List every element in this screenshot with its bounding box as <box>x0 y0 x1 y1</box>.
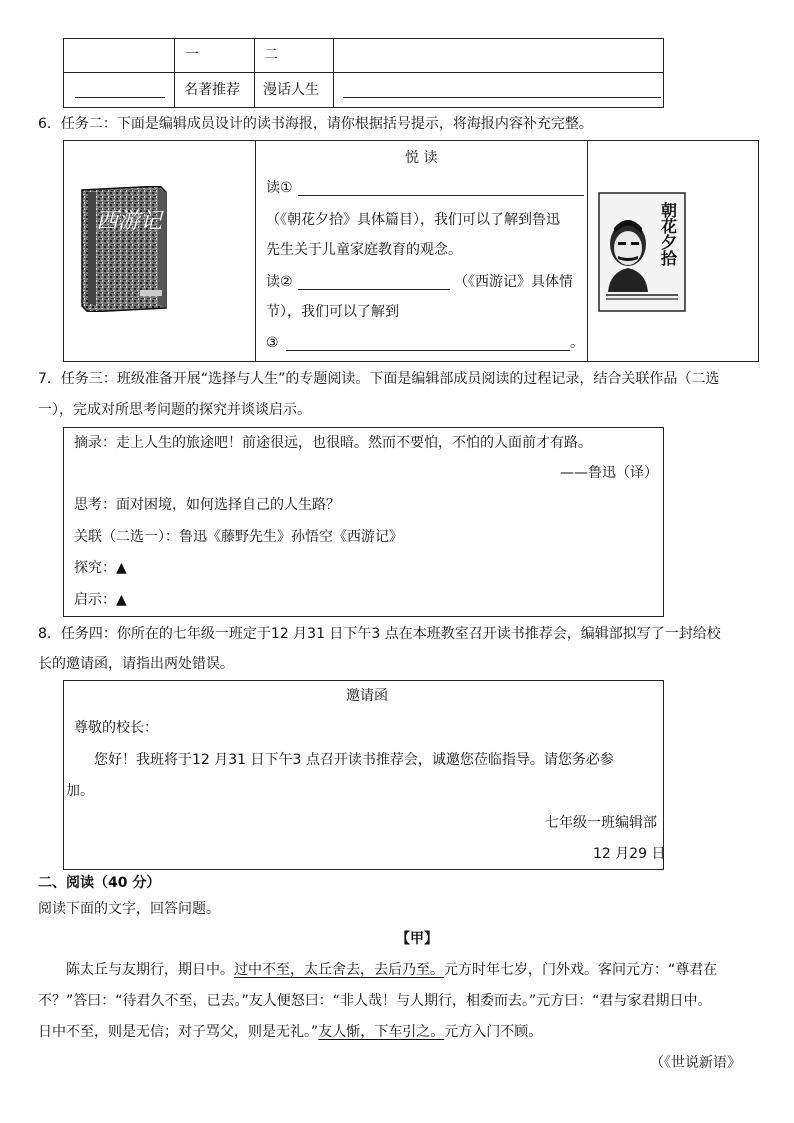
answer-blank-2[interactable] <box>298 289 450 290</box>
section-instruction: 阅读下面的文字，回答问题。 <box>38 901 220 917</box>
answer-blank[interactable] <box>343 97 661 98</box>
passage-text: 元方时年七岁，门外戏。客问元方：“尊君在 <box>444 962 718 978</box>
table-divider <box>255 140 256 362</box>
table-divider <box>63 72 664 73</box>
excerpt-text: 摘录：走上人生的旅途吧！前途很远，也很暗。然而不要怕，不怕的人面前才有路。 <box>74 435 592 451</box>
insight-answer-field[interactable]: 启示：▲ <box>74 592 127 608</box>
letter-signature: 七年级一班编辑部 <box>545 815 657 831</box>
table-cell: 名著推荐 <box>184 82 240 98</box>
passage-text: 元方入门不顾。 <box>444 1024 543 1040</box>
book-cover-text: 朝花夕拾 <box>658 202 678 266</box>
passage-line-1 <box>66 960 717 980</box>
poster-line-4-prefix: 读② <box>266 274 293 290</box>
table-divider <box>333 38 334 108</box>
letter-date: 12 月29 日 <box>593 846 666 862</box>
answer-blank[interactable] <box>75 97 165 98</box>
passage-source: （《世说新语》 <box>650 1055 741 1071</box>
letter-title: 邀请函 <box>346 688 388 704</box>
table-cell: 一 <box>185 47 199 63</box>
question-7-stem-line-1: 7．任务三：班级准备开展“选择与人生”的专题阅读。下面是编辑部成员阅读的过程记录，结合关联作品（二选 <box>38 371 720 387</box>
poster-line-3: 先生关于儿童家庭教育的观念。 <box>266 242 462 258</box>
passage-line-3 <box>38 1022 542 1042</box>
explore-answer-field[interactable]: 探究：▲ <box>74 560 127 576</box>
table-divider <box>587 140 588 362</box>
passage-text: 陈太丘与友期行，期日中。 <box>66 962 234 978</box>
invitation-letter-box <box>63 680 664 870</box>
poster-title: 悦 读 <box>405 150 438 166</box>
poster-line-1-prefix: 读① <box>266 180 293 196</box>
table-divider <box>254 38 255 108</box>
dawn-blossoms-cover-image <box>598 192 686 312</box>
answer-blank-3[interactable] <box>286 350 570 351</box>
poster-line-4-suffix: （《西游记》具体情 <box>454 274 573 290</box>
think-text: 思考：面对困境，如何选择自己的人生路？ <box>74 497 340 513</box>
journey-to-the-west-cover-image <box>74 186 172 312</box>
table-divider <box>174 38 175 108</box>
poster-line-5: 节），我们可以了解到 <box>266 304 399 320</box>
passage-text: 日中不至，则是无信；对子骂父，则是无礼。” <box>38 1024 319 1040</box>
letter-body-line-1: 您好！我班将于12 月31 日下午3 点召开读书推荐会，诚邀您莅临指导。请您务必参 <box>94 752 614 768</box>
answer-blank-1[interactable] <box>298 195 584 196</box>
passage-label: 【甲】 <box>396 931 438 947</box>
relate-text: 关联（二选一）：鲁迅《藤野先生》孙悟空《西游记》 <box>74 529 403 545</box>
underlined-sentence-1: 过中不至，太丘舍去，去后乃至。 <box>234 962 444 978</box>
question-8-stem-line-2: 长的邀请函，请指出两处错误。 <box>38 656 234 672</box>
question-6-stem: 6．任务二：下面是编辑成员设计的读书海报，请你根据括号提示，将海报内容补充完整。 <box>38 116 593 132</box>
section-heading: 二、阅读（40 分） <box>38 875 161 891</box>
question-7-stem-line-2: 一），完成对所思考问题的探究并谈谈启示。 <box>38 402 311 418</box>
letter-body-line-2: 加。 <box>66 783 94 799</box>
underlined-sentence-2: 友人惭，下车引之。 <box>318 1024 445 1040</box>
passage-line-2: 不？”答曰：“待君久不至，已去。”友人便怒曰：“非人哉！与人期行，相委而去。”元方曰：“君与家君期日中。 <box>38 993 712 1009</box>
poster-line-6-suffix: 。 <box>570 335 584 351</box>
table-cell: 二 <box>264 47 278 63</box>
letter-salutation: 尊敬的校长： <box>74 720 158 736</box>
reading-record-box <box>63 427 664 617</box>
question-8-stem-line-1: 8．任务四：你所在的七年级一班定于12 月31 日下午3 点在本班教室召开读书推荐会，编辑部拟写了一封给校 <box>38 626 721 642</box>
poster-line-2: （《朝花夕拾》具体篇目），我们可以了解到鲁迅 <box>266 212 560 228</box>
book-cover-text: 西游记 <box>95 209 163 234</box>
table-cell: 漫话人生 <box>263 82 319 98</box>
poster-line-6-prefix: ③ <box>266 335 279 351</box>
excerpt-attribution: ——鲁迅（译） <box>560 465 658 481</box>
